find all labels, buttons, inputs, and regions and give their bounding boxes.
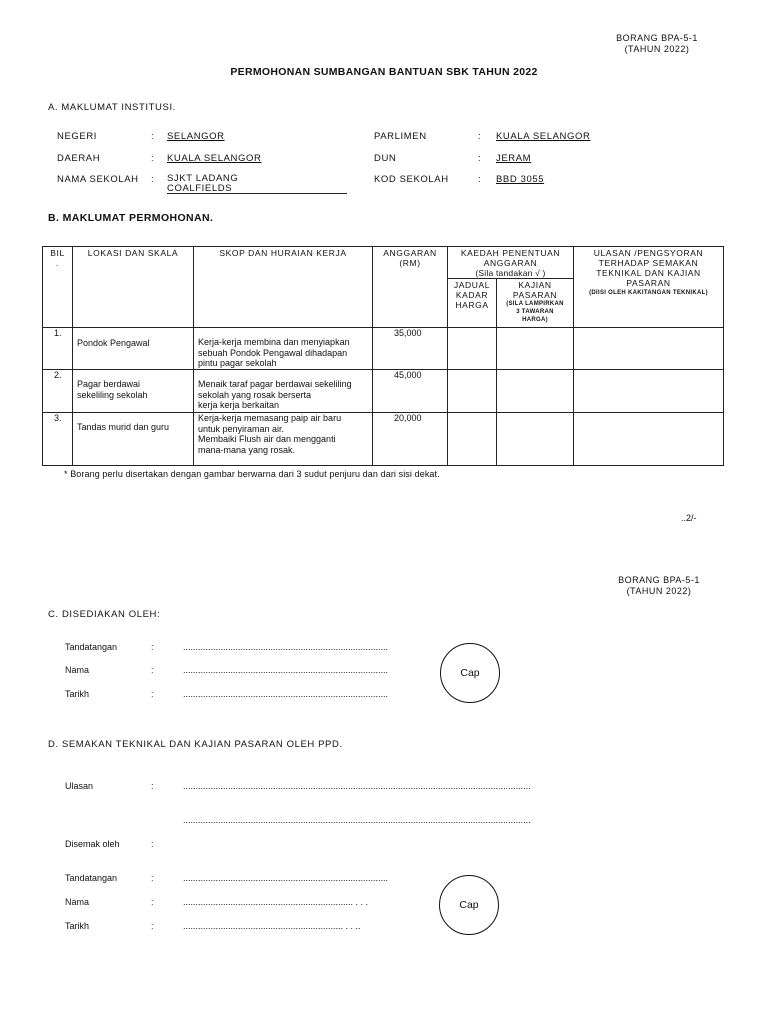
stamp-circle <box>440 643 500 703</box>
header-kaedah-line1: KAEDAH PENENTUAN <box>460 248 561 258</box>
row-skop-line1: Menaik taraf pagar berdawai sekeliling <box>198 379 352 389</box>
header-lokasi-text: LOKASI DAN SKALA <box>87 248 179 258</box>
row-kajian-cell[interactable] <box>497 328 574 370</box>
field-label-kod-sekolah: KOD SEKOLAH <box>374 174 449 185</box>
header-bil <box>43 247 73 328</box>
form-code: BORANG BPA-5-1 <box>618 575 700 585</box>
row-anggaran: 20,000 <box>394 413 422 423</box>
row-ulasan-cell[interactable] <box>574 413 724 466</box>
field-label-nama: Nama <box>65 665 90 675</box>
signature-line[interactable]: .................................................................................. <box>183 873 389 883</box>
header-kajian-line2: PASARAN <box>512 290 558 300</box>
header-ulasan-line4: PASARAN <box>626 278 671 288</box>
row-skop-line3: pintu pagar sekolah <box>198 358 277 368</box>
header-kajian-note2: 3 TAWARAN <box>516 309 554 315</box>
field-label-ulasan: Ulasan <box>65 781 94 791</box>
row-lokasi: Tandas murid dan guru <box>77 422 170 432</box>
colon: : <box>478 153 482 164</box>
row-ulasan-cell[interactable] <box>574 370 724 413</box>
row-bil: 1. <box>54 328 62 338</box>
header-kajian <box>497 279 574 328</box>
table-note: * Borang perlu disertakan dengan gambar berwarna dari 3 sudut penjuru dan dari sisi dekat. <box>64 469 440 479</box>
stamp-circle <box>439 875 499 935</box>
colon: : <box>151 153 155 164</box>
header-kaedah-line3: (Sila tandakan √ ) <box>475 268 546 278</box>
ulasan-line-2[interactable]: ........................................................................................................................................... <box>183 815 531 825</box>
row-kajian-cell[interactable] <box>497 370 574 413</box>
row-jadual-cell[interactable] <box>448 413 497 466</box>
school-name-line2: COALFIELDS <box>167 182 233 194</box>
form-code-header-2 <box>614 575 704 597</box>
colon: : <box>151 665 154 675</box>
row-skop-line3: kerja kerja berkaitan <box>198 400 280 410</box>
row-kajian-cell[interactable] <box>497 413 574 466</box>
table-row <box>43 413 724 466</box>
header-skop <box>194 247 373 328</box>
header-ulasan-line3: TEKNIKAL DAN KAJIAN <box>596 268 701 278</box>
header-ulasan <box>574 247 724 328</box>
row-anggaran: 45,000 <box>394 370 422 380</box>
field-value-negeri: SELANGOR <box>167 131 225 142</box>
field-value-parlimen: KUALA SELANGOR <box>496 131 591 142</box>
row-ulasan-cell[interactable] <box>574 328 724 370</box>
row-bil: 2. <box>54 370 62 380</box>
header-lokasi <box>73 247 194 328</box>
header-kaedah <box>448 247 574 279</box>
row-skop-line4: mana-mana yang rosak. <box>198 444 296 455</box>
colon: : <box>151 131 155 142</box>
field-value-nama-sekolah <box>167 174 238 193</box>
header-bil-text: BIL <box>50 248 65 258</box>
school-name-line1: SJKT LADANG <box>167 173 239 184</box>
header-anggaran <box>373 247 448 328</box>
colon: : <box>478 131 482 142</box>
header-kajian-line1: KAJIAN <box>518 280 552 290</box>
header-kajian-note3: HARGA) <box>522 317 548 323</box>
field-value-kod-sekolah: BBD 3055 <box>496 174 545 185</box>
colon: : <box>151 921 154 931</box>
row-skop-line1: Kerja-kerja membina dan menyiapkan <box>198 337 350 347</box>
field-label-parlimen: PARLIMEN <box>374 131 427 142</box>
header-jadual-line2: KADAR <box>455 290 489 300</box>
row-jadual-cell[interactable] <box>448 370 497 413</box>
header-kajian-note1: (SILA LAMPIRKAN <box>506 301 564 307</box>
header-anggaran-unit: (RM) <box>399 258 421 268</box>
row-bil: 3. <box>54 413 62 423</box>
field-value-dun: JERAM <box>496 153 532 164</box>
header-anggaran-text: ANGGARAN <box>383 248 437 258</box>
header-kaedah-line2: ANGGARAN <box>483 258 538 268</box>
section-b-heading: B. MAKLUMAT PERMOHONAN. <box>48 212 214 224</box>
row-lokasi-line2: sekeliling sekolah <box>77 389 148 400</box>
colon: : <box>478 174 482 185</box>
name-line[interactable]: .................................................................... . . . <box>183 897 369 907</box>
form-year: (TAHUN 2022) <box>626 586 692 596</box>
application-table <box>42 246 724 466</box>
form-year: (TAHUN 2022) <box>624 44 690 54</box>
date-line[interactable]: ................................................................ . . .. <box>183 921 361 931</box>
row-skop-line2: untuk penyiraman air. <box>198 423 285 434</box>
header-jadual <box>448 279 497 328</box>
field-label-dun: DUN <box>374 153 397 164</box>
table-row <box>43 370 724 413</box>
form-code-header <box>612 33 702 55</box>
form-code: BORANG BPA-5-1 <box>616 33 698 43</box>
row-skop-line3: Membaiki Flush air dan mengganti <box>198 434 336 444</box>
field-label-nama-sekolah: NAMA SEKOLAH <box>57 174 139 185</box>
field-label-tandatangan: Tandatangan <box>65 642 118 652</box>
field-label-tarikh: Tarikh <box>65 921 90 931</box>
header-ulasan-note: (DIISI OLEH KAKITANGAN TEKNIKAL) <box>589 290 708 296</box>
section-d-heading: D. SEMAKAN TEKNIKAL DAN KAJIAN PASARAN OLEH PPD. <box>48 739 343 750</box>
signature-line[interactable]: .................................................................................. <box>183 642 389 652</box>
field-label-tandatangan: Tandatangan <box>65 873 118 883</box>
colon: : <box>151 897 154 907</box>
row-anggaran: 35,000 <box>394 328 422 338</box>
row-skop-line1: Kerja-kerja memasang paip air baru <box>198 413 342 423</box>
header-skop-text: SKOP DAN HURAIAN KERJA <box>219 248 347 258</box>
row-skop-line2: sekolah yang rosak berserta <box>198 389 312 400</box>
colon: : <box>151 873 154 883</box>
field-label-disemak: Disemak oleh <box>65 839 120 849</box>
field-value-daerah: KUALA SELANGOR <box>167 153 262 164</box>
header-ulasan-line2: TERHADAP SEMAKAN <box>598 258 699 268</box>
colon: : <box>151 642 154 652</box>
row-jadual-cell[interactable] <box>448 328 497 370</box>
row-skop-line2: sebuah Pondok Pengawal dihadapan <box>198 347 348 358</box>
colon: : <box>151 839 154 849</box>
date-line[interactable]: .................................................................................. <box>183 689 389 699</box>
table-row <box>43 328 724 370</box>
colon: : <box>151 174 155 185</box>
row-lokasi-line1: Pagar berdawai <box>77 379 141 389</box>
header-jadual-line3: HARGA <box>455 300 489 310</box>
section-a-heading: A. MAKLUMAT INSTITUSI. <box>48 102 176 113</box>
name-line[interactable]: .................................................................................. <box>183 665 389 675</box>
colon: : <box>151 781 154 791</box>
stamp-label: Cap <box>460 667 480 679</box>
field-label-daerah: DAERAH <box>57 153 101 164</box>
school-name-underline <box>167 193 347 194</box>
field-label-nama: Nama <box>65 897 90 907</box>
row-lokasi: Pondok Pengawal <box>77 338 150 348</box>
ulasan-line-1[interactable]: ........................................................................................................................................... <box>183 781 531 791</box>
header-ulasan-line1: ULASAN /PENGSYORAN <box>593 248 704 258</box>
document-title: PERMOHONAN SUMBANGAN BANTUAN SBK TAHUN 2022 <box>230 66 538 78</box>
stamp-label: Cap <box>459 899 479 911</box>
header-bil-dot: . <box>56 258 59 268</box>
header-jadual-line1: JADUAL <box>453 280 491 290</box>
page-continuation-marker: ..2/- <box>681 513 697 523</box>
section-c-heading: C. DISEDIAKAN OLEH: <box>48 609 161 620</box>
colon: : <box>151 689 154 699</box>
field-label-negeri: NEGERI <box>57 131 98 142</box>
field-label-tarikh: Tarikh <box>65 689 90 699</box>
